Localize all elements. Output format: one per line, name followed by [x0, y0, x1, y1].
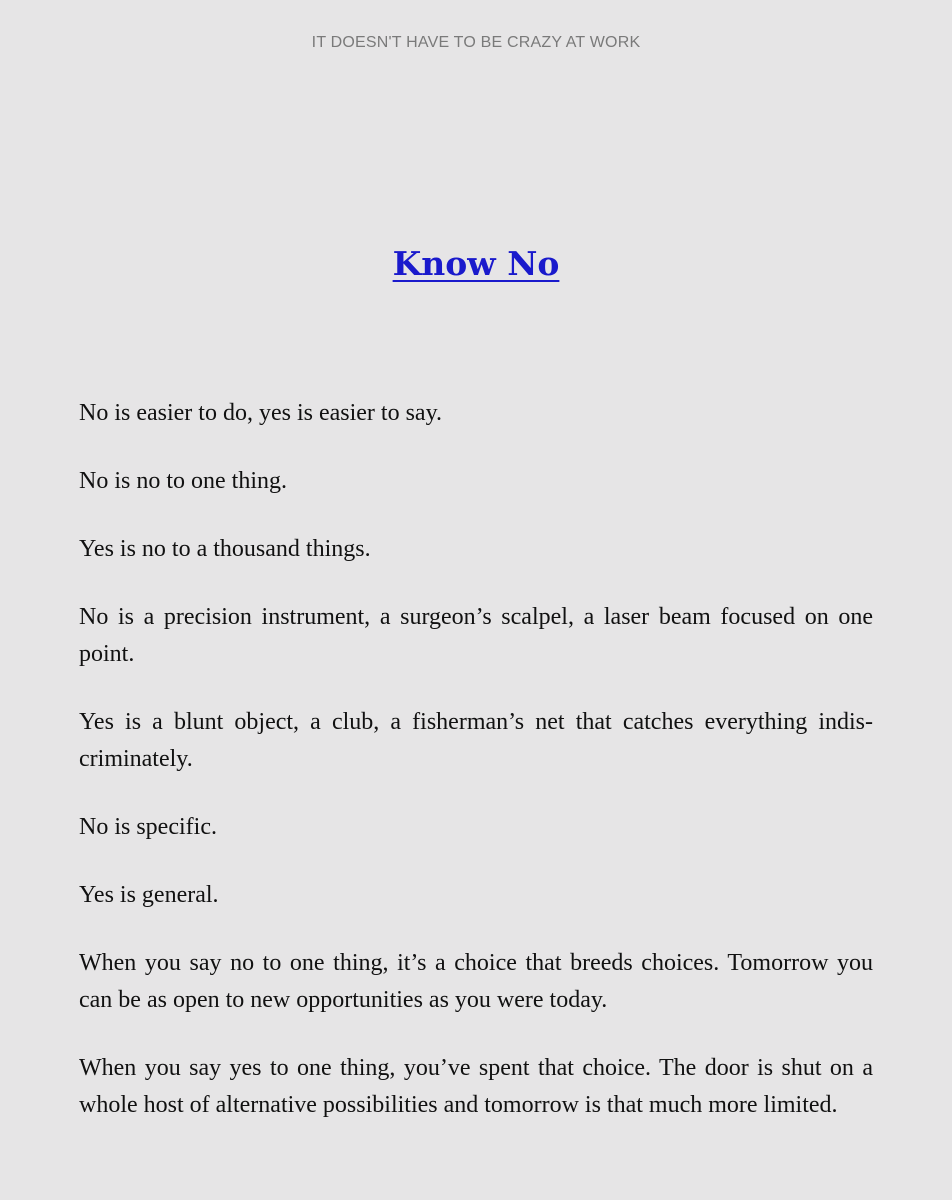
paragraph: No is easier to do, yes is easier to say. — [79, 400, 443, 426]
paragraph: When you say no to one thing, it’s a choice that breeds choices. Tomorrow you can be as open to new opportunities as you were today. — [79, 950, 873, 1013]
paragraph: No is a precision instrument, a surgeon’s scalpel, a laser beam focused on one point. — [79, 604, 873, 667]
running-header: IT DOESN'T HAVE TO BE CRAZY AT WORK — [311, 34, 641, 51]
chapter-title — [0, 244, 952, 283]
chapter-body — [79, 395, 873, 1155]
paragraph: When you say yes to one thing, you’ve spent that choice. The door is shut on a whole host of alternative possibilities and tomorrow is that much more limited. — [79, 1055, 873, 1118]
paragraph: Yes is general. — [79, 882, 219, 908]
paragraph: Yes is a blunt object, a club, a fisherman’s net that catches everything indiscriminately. — [79, 709, 873, 772]
paragraph: No is no to one thing. — [79, 468, 287, 494]
paragraph: No is specific. — [79, 814, 217, 840]
chapter-title-link[interactable]: Know No — [392, 244, 560, 283]
paragraph: Yes is no to a thousand things. — [79, 536, 371, 562]
